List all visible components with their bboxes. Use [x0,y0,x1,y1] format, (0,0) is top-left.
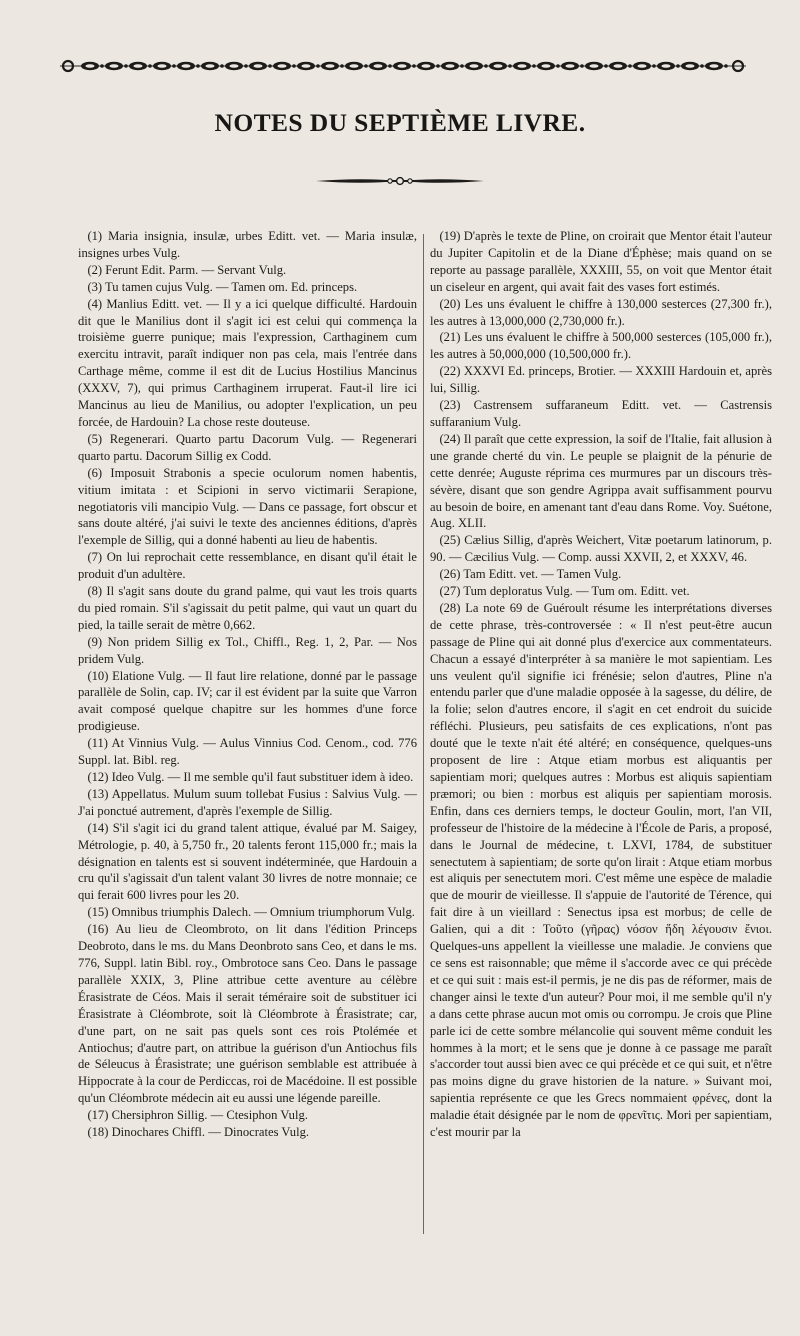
column-divider [423,234,424,1234]
note-number: (22) [439,364,461,379]
note-number: (24) [439,431,461,446]
note-number: (6) [87,465,103,480]
note-5 [78,431,417,465]
note-text: D'après le texte de Pline, on croirait que Mentor était l'auteur du Jupiter Capitolin et de la Diane d'Éphèse; mais quand on se reporte au passage parallèle, XXXIII, 55, on voit que Mentor était un ciseleur en argent, qui avait fait des vases fort estimés. [430,229,772,294]
note-number: (23) [439,398,461,413]
note-number: (11) [87,736,108,751]
note-text: Maria insignia, insulæ, urbes Editt. vet. — Maria insulæ, insignes urbes Vulg. [78,229,417,260]
note-number: (21) [439,330,461,345]
note-text: Imposuit Strabonis a specie oculorum nomen habentis, vitium imitata : et Scipioni in servo victimarii Serapione, negotiatoris vili mancipio Vulg. — Dans ce passage, fort obscur et sans doute altéré, j'ai suivi le texte des anciennes éditions, d'après l'exemple de Sillig, qui a donné habenti au lieu de habentis. [78,465,417,548]
top-ornament-border [60,56,746,76]
note-text: Regenerari. Quarto partu Dacorum Vulg. — Regenerari quarto partu. Dacorum Sillig ex Codd. [78,431,417,463]
note-number: (8) [87,584,103,599]
note-number: (4) [87,296,103,311]
note-number: (19) [439,229,461,243]
note-number: (12) [87,770,109,784]
note-text: Ferunt Edit. Parm. — Servant Vulg. [102,262,287,277]
note-number: (13) [87,786,109,801]
note-10 [78,668,417,736]
note-text: Il paraît que cette expression, la soif de l'Italie, fait allusion à une grande cherté du vin. Le peuple se plaignit de la pénurie de cette denrée; Auguste réprima ces murmures par un discours très-sévère, disant que son gendre Agrippa avait suffisamment pourvu au besoin de boire, en amenant tant d'eau dans Rome. Voy. Suétone, Aug. XLII. [430,431,772,531]
note-28 [430,600,772,1141]
note-19 [430,228,772,296]
note-20 [430,296,772,330]
note-number: (7) [87,550,103,565]
title-rule-ornament [316,174,484,188]
note-8 [78,583,417,634]
note-number: (28) [439,600,461,615]
note-number: (17) [87,1108,109,1123]
note-1 [78,228,417,262]
note-text: Non pridem Sillig ex Tol., Chiffl., Reg. 1, 2, Par. — Nos pridem Vulg. [78,634,417,666]
note-text: Castrensem suffaraneum Editt. vet. — Castrensis suffaranium Vulg. [430,398,772,429]
note-text: On lui reprochait cette ressemblance, en disant qu'il était le produit d'un adultère. [78,550,417,582]
note-number: (10) [87,668,109,683]
note-number: (26) [439,567,461,582]
note-text: Tu tamen cujus Vulg. — Tamen om. Ed. princeps. [102,279,358,294]
note-text: Tam Editt. vet. — Tamen Vulg. [460,567,622,582]
note-text: Il s'agit sans doute du grand palme, qui vaut les trois quarts du pied romain. S'il s'agissait du petit palme, qui vaut un quart du pied, la taille serait de mètre 0,662. [78,584,417,632]
note-3 [78,279,417,296]
note-18 [78,1124,417,1141]
note-text: Ideo Vulg. — Il me semble qu'il faut substituer idem à ideo. [108,770,414,784]
note-number: (16) [87,922,109,937]
note-text: La note 69 de Guéroult résume les interprétations diverses de cette phrase, très-controversée : « Il n'est peut-être aucun passage de Pline qui ait donné plus d'exercice aux commentateurs. Chacun a essayé d'interpréter à sa manière le mot sapientiam. Les uns veulent qu'il signifie ici frénésie; selon d'autres, Pline n'a entendu parler que d'une maladie opposée à la sagesse, du délire, de la folie; selon d'autres encore, il s'agit en cet endroit du suicide réfléchi. Plusieurs, peu satisfaits de ces explications, n'ont pas douté que le texte n'ait été altéré; en conséquence, quelques-uns proposent de lire : Atque etiam morbus est aliquantis per sapientiam mori; quelques autres : Morbus est aliquis sapientiam præmori; ou bien : morbus est aliquis per sapientiam morosis. Enfin, dans ces derniers temps, le docteur Goulin, mort, l'an VII, professeur de l'histoire de la médecine à l'École de Paris, a proposé, dans le Journal de médecine, t. LXVI, 1784, de substituer senectutem à sapientiam; de sorte qu'on lirait : Atque etiam morbus est aliquis per senectutem mori. C'est même une espèce de maladie que de mourir de vieillesse. Il s'appuie de l'autorité de Térence, qui fait dire à un vieillard : Senectus ipsa est morbus; de celle de Galien, qui a dit : Τοῦτο (γῆρας) νόσον ἤδη λέγουσιν ἔνιοι. Quelques-uns appellent la vieillesse une maladie. Je conviens que ce sens est raisonnable; que même il s'accorde avec ce qui précède et ce qui suit : mais est-il permis, je ne dis pas de réformer, mais de changer ainsi le texte d'un auteur? Pour moi, il me semble qu'il n'y a dans cette phrase aucun mot omis ou corrompu. Je crois que Pline parle ici de cette sombre mélancolie qui souvent même conduit les hommes à la mort; et le sens que je donne à ce passage me paraît s'accorder tout aussi bien avec ce qui précède et ce qui suit, et n'être pas moins digne du grave historien de la nature. » Suivant moi, sapientia représente ce que les Grecs nommaient φρένες, dont la maladie était désignée par le nom de φρενῖτις. Mori per sapientiam, c'est mourir par la [430,600,772,1140]
note-text: At Vinnius Vulg. — Aulus Vinnius Cod. Cenom., cod. 776 Suppl. lat. Bibl. reg. [78,736,417,768]
note-4 [78,296,417,431]
note-text: Tum deploratus Vulg. — Tum om. Editt. vet. [460,584,690,599]
note-25 [430,532,772,566]
note-14 [78,820,417,905]
note-number: (2) [87,262,103,277]
note-number: (18) [87,1125,109,1140]
note-number: (1) [87,229,103,243]
note-text: Omnibus triumphis Dalech. — Omnium triumphorum Vulg. [108,905,415,920]
note-text: XXXVI Ed. princeps, Brotier. — XXXIII Hardouin et, après lui, Sillig. [430,364,772,396]
note-text: Cælius Sillig, d'après Weichert, Vitæ poetarum latinorum, p. 90. — Cæcilius Vulg. — Comp. aussi XXVII, 2, et XXXV, 46. [430,533,772,565]
note-27 [430,583,772,600]
note-text: Les uns évaluent le chiffre à 130,000 sesterces (27,300 fr.), les autres à 13,000,000 (2,730,000 fr.). [430,296,772,328]
note-number: (14) [87,820,109,835]
note-text: Les uns évaluent le chiffre à 500,000 sesterces (105,000 fr.), les autres à 50,000,000 (10,500,000 fr.). [430,330,772,362]
note-text: Elatione Vulg. — Il faut lire relatione, donné par le passage parallèle de Solin, cap. IV; car il est évident par la suite que Varron avait composé quelque chapitre sur les hommes d'une force prodigieuse. [78,668,417,734]
note-12 [78,769,417,786]
note-21 [430,329,772,363]
note-number: (20) [439,296,461,311]
left-column [78,228,417,1141]
note-text: Dinochares Chiffl. — Dinocrates Vulg. [108,1125,310,1140]
note-6 [78,465,417,550]
note-text: Au lieu de Cleombroto, on lit dans l'édition Princeps Deobroto, dans le ms. du Mans Deonbroto sans Ceo, et dans le ms. 776, Suppl. latin Bibl. roy., Ombrotoce sans Ceo. Dans le passage parallèle XXIX, 3, Pline attribue cette aventure au célèbre Érasistrate de Céos. Mais il serait téméraire soit de substituer ici Érasistrate à Cléombrote, soit là Cléombrote à Érasistrate; car, d'une part, on ne sait pas quels sont ces rois Ptolémée et Antiochus; d'autre part, on attribue la guérison d'un Antiochus fils de Séleucus à Érasistrate; une guérison semblable est attribuée à Hippocrate à la cour de Perdiccas, roi de Macédoine. Il est possible qu'un Cléombrote médecin ait eu aussi une légende pareille. [78,922,417,1106]
note-23 [430,397,772,431]
right-column [430,228,772,1141]
note-text: Appellatus. Mulum suum tollebat Fusius : Salvius Vulg. — J'ai ponctué autrement, d'après l'exemple de Sillig. [78,786,417,818]
note-number: (27) [439,584,461,599]
note-2 [78,262,417,279]
note-7 [78,549,417,583]
note-24 [430,431,772,532]
note-text: S'il s'agit ici du grand talent attique, évalué par M. Saigey, Métrologie, p. 40, à 5,750 fr., 20 talents feront 115,000 fr.; mais la désignation en talents est si souvent indéterminée, que Hardouin a cru qu'il s'agissait d'un talent valant 30 livres de notre monnaie; ce qui ferait 600 livres pour les 20. [78,820,417,903]
note-26 [430,566,772,583]
note-number: (3) [87,279,103,294]
note-17 [78,1107,417,1124]
notes-columns [78,228,778,1248]
note-number: (25) [439,533,461,548]
note-text: Chersiphron Sillig. — Ctesiphon Vulg. [108,1108,308,1123]
note-number: (5) [87,431,103,446]
note-22 [430,363,772,397]
note-15 [78,904,417,921]
page-title: NOTES DU SEPTIÈME LIVRE. [214,108,586,137]
note-13 [78,786,417,820]
note-number: (9) [87,634,103,649]
note-number: (15) [87,905,109,920]
note-11 [78,735,417,769]
note-9 [78,634,417,668]
note-16 [78,921,417,1107]
note-text: Manlius Editt. vet. — Il y a ici quelque difficulté. Hardouin dit que le Manilius dont il s'agit ici est celui qui commença la troisième guerre punique; mais l'expression, Carthaginem cum exercitu intravit, paraît indiquer non pas cela, mais l'entrée dans Carthage même, comme il est dit de Lucius Hostilius Mancinus (XXXV, 7), qui primus Carthaginem irruperat. Faut-il lire ici Mancinus au lieu de Manilius, ou adopter l'explication, un peu forcée, de Hardouin? La chose reste douteuse. [78,296,417,429]
